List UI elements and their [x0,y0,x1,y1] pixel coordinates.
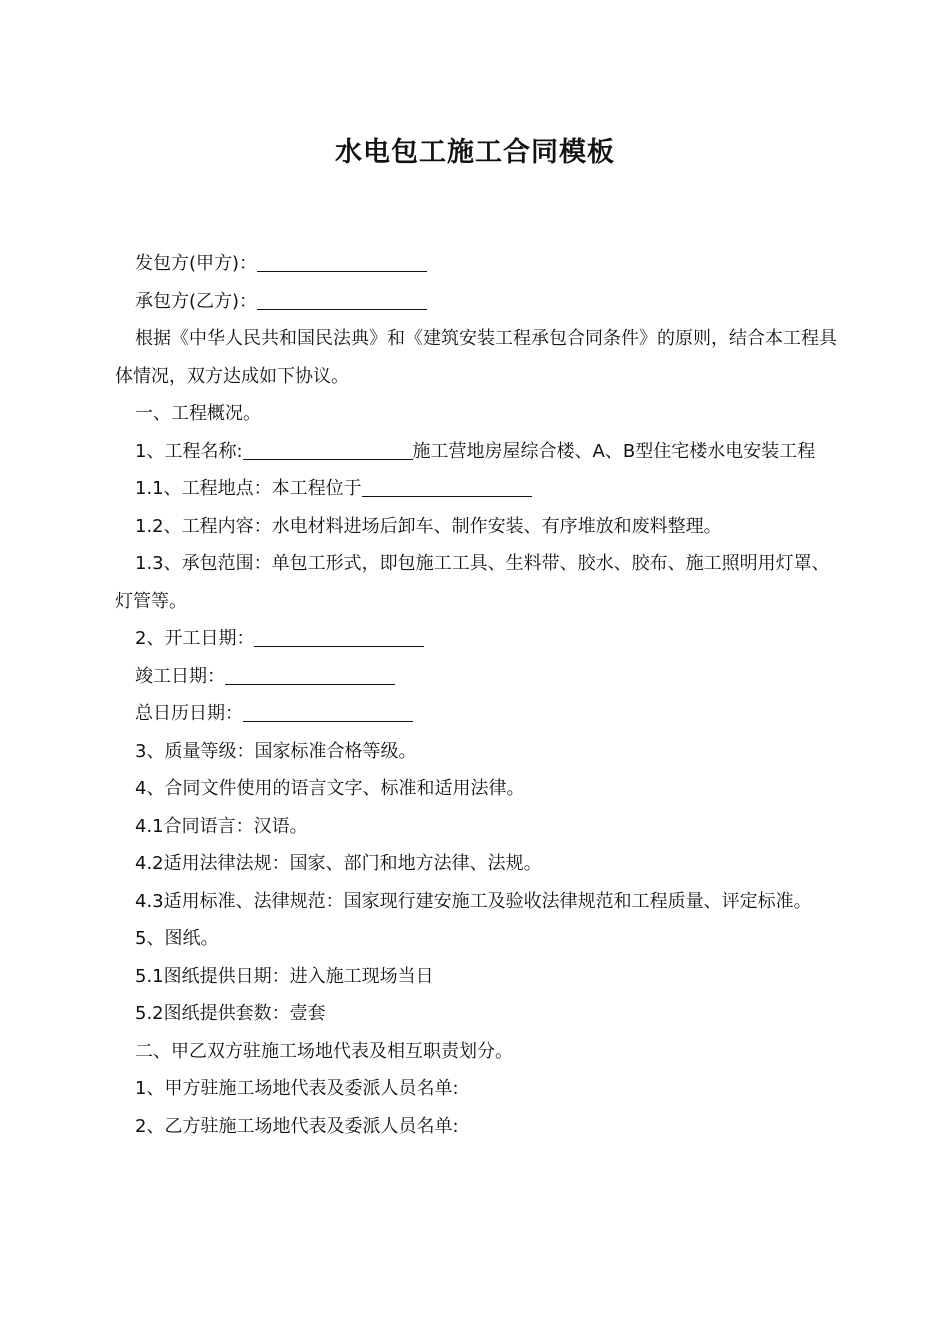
document-title: 水电包工施工合同模板 [335,137,615,168]
paragraph-preamble [115,320,837,395]
paragraph-applicable-standards [115,883,837,921]
paragraph-text: 2、乙方驻施工场地代表及委派人员名单: [135,1115,459,1137]
paragraph-text: 总日历日期： [135,703,243,724]
document-body [115,245,837,1145]
paragraph-language-law [115,770,837,808]
paragraph-text: 承包方(乙方)： [135,290,258,312]
paragraph-text: 1、工程名称: [135,440,243,462]
paragraph-text: 4.1合同语言：汉语。 [135,815,308,837]
paragraph-text: 1.2、工程内容：水电材料进场后卸车、制作安装、有序堆放和废料整理。 [135,515,722,537]
paragraph-drawings-date [115,958,837,996]
fill-in-blank [243,703,413,722]
paragraph-drawings [115,920,837,958]
paragraph-contract-scope [115,545,837,620]
paragraph-text: 一、工程概况。 [135,403,261,424]
section-heading-overview [115,395,837,433]
paragraph-text-after-blank: 施工营地房屋综合楼、A、B型住宅楼水电安装工程 [412,440,816,462]
fill-in-blank [257,253,427,272]
section-heading-representatives [115,1033,837,1071]
fill-in-blank [362,478,532,497]
paragraph-completion-date [115,658,837,696]
paragraph-text: 4.3适用标准、法律规范：国家现行建安施工及验收法律规范和工程质量、评定标准。 [135,890,812,912]
paragraph-contractor [115,283,837,321]
paragraph-text: 5.2图纸提供套数：壹套 [135,1003,326,1024]
paragraph-contract-language [115,808,837,846]
paragraph-applicable-laws [115,845,837,883]
paragraph-text: 4.2适用法律法规：国家、部门和地方法律、法规。 [135,853,542,874]
paragraph-text: 3、质量等级：国家标准合格等级。 [135,740,417,762]
paragraph-start-date [115,620,837,658]
paragraph-text: 根据《中华人民共和国民法典》和《建筑安装工程承包合同条件》的原则，结合本工程具体情况，双方达成如下协议。 [115,328,837,387]
paragraph-text: 发包方(甲方)： [135,253,258,274]
paragraph-text: 1、甲方驻施工场地代表及委派人员名单: [135,1078,459,1099]
paragraph-party-a-reps [115,1070,837,1108]
paragraph-text: 5.1图纸提供日期：进入施工现场当日 [135,965,434,987]
paragraph-party-b-reps [115,1108,837,1146]
paragraph-text: 1.3、承包范围：单包工形式，即包施工工具、生料带、胶水、胶布、施工照明用灯罩、灯管等。 [115,553,830,612]
paragraph-project-content [115,508,837,546]
paragraph-total-days [115,695,837,733]
fill-in-blank [254,628,424,647]
paragraph-text: 2、开工日期： [135,628,255,649]
paragraph-text: 竣工日期： [135,665,225,687]
paragraph-project-name [115,433,837,471]
fill-in-blank [225,666,395,685]
paragraph-text: 二、甲乙双方驻施工场地代表及相互职责划分。 [135,1040,513,1062]
fill-in-blank [257,291,427,310]
paragraph-employer [115,245,837,283]
paragraph-quality-grade [115,733,837,771]
paragraph-drawings-sets [115,995,837,1033]
paragraph-text: 4、合同文件使用的语言文字、标准和适用法律。 [135,778,525,799]
fill-in-blank [243,441,413,460]
paragraph-text: 5、图纸。 [135,928,219,949]
paragraph-project-location [115,470,837,508]
paragraph-text: 1.1、工程地点：本工程位于 [135,478,362,499]
